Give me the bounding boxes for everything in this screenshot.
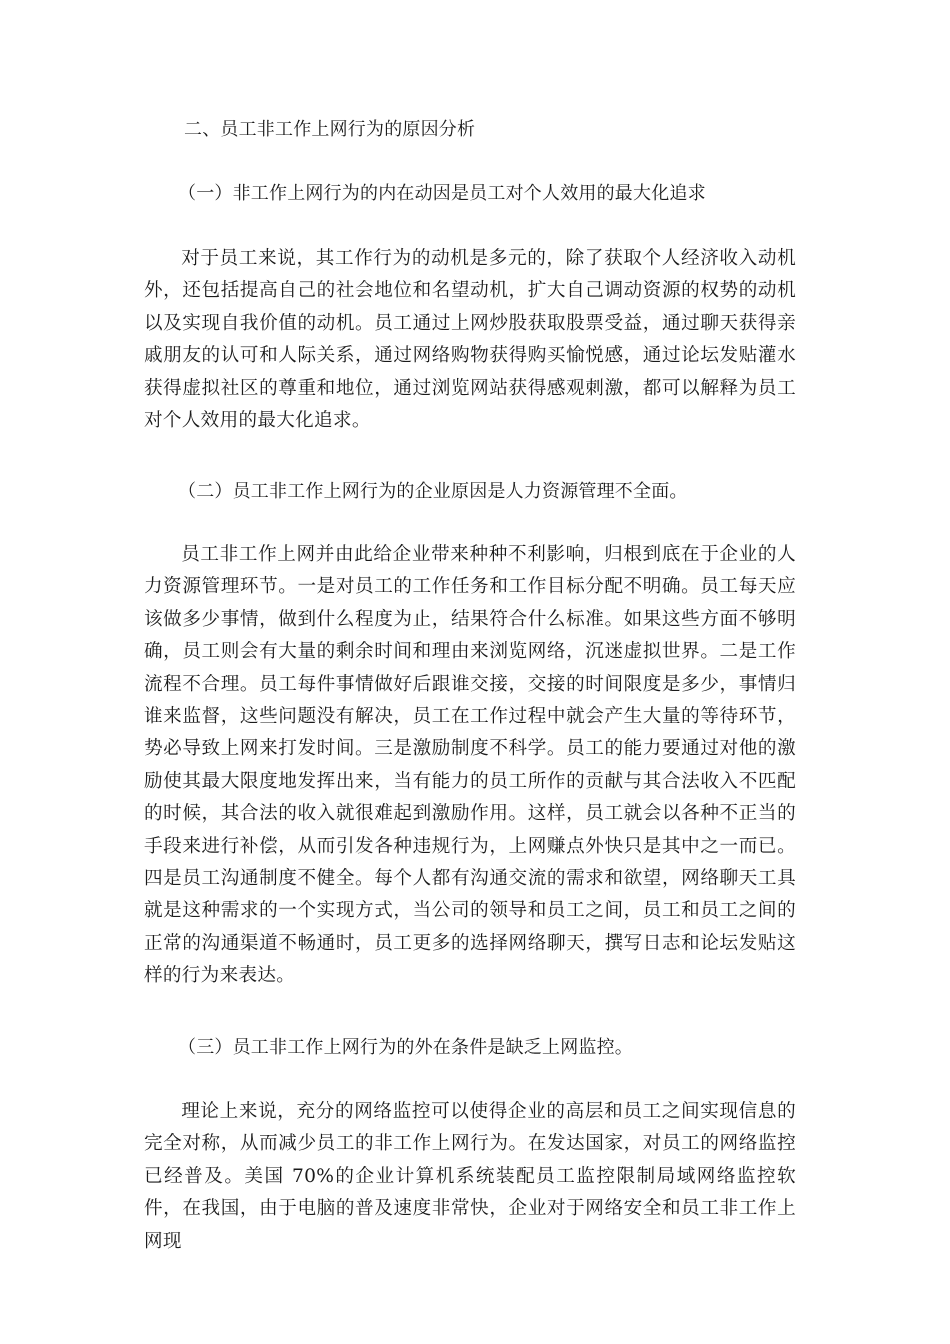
subsection-2-title: （二）员工非工作上网行为的企业原因是人力资源管理不全面。	[178, 481, 688, 502]
paragraph-2: 员工非工作上网并由此给企业带来种种不利影响，归根到底在于企业的人力资源管理环节。一是对员工的工作任务和工作目标分配不明确。员工每天应该做多少事情，做到什么程度为止，结果符合什么标准。如果这些方面不够明确，员工则会有大量的剩余时间和理由来浏览网络，沉迷虚拟世界。二是工作流程不合理。员工每件事情做好后跟谁交接，交接的时间限度是多少，事情归谁来监督，这些问题没有解决，员工在工作过程中就会产生大量的等待环节，势必导致上网来打发时间。三是激励制度不科学。员工的能力要通过对他的激励使其最大限度地发挥出来，当有能力的员工所作的贡献与其合法收入不匹配的时候，其合法的收入就很难起到激励作用。这样，员工就会以各种不正当的手段来进行补偿，从而引发各种违规行为，上网赚点外快只是其中之一而已。四是员工沟通制度不健全。每个人都有沟通交流的需求和欲望，网络聊天工具就是这种需求的一个实现方式，当公司的领导和员工之间，员工和员工之间的正常的沟通渠道不畅通时，员工更多的选择网络聊天，撰写日志和论坛发贴这样的行为来表达。	[144, 544, 796, 987]
paragraph-1: 对于员工来说，其工作行为的动机是多元的，除了获取个人经济收入动机外，还包括提高自己的社会地位和名望动机，扩大自己调动资源的权势的动机以及实现自我价值的动机。员工通过上网炒股获取股票受益，通过聊天获得亲戚朋友的认可和人际关系，通过网络购物获得购买愉悦感，通过论坛发贴灌水获得虚拟社区的尊重和地位，通过浏览网站获得感观刺激，都可以解释为员工对个人效用的最大化追求。	[144, 248, 796, 432]
subsection-3-title: （三）员工非工作上网行为的外在条件是缺乏上网监控。	[178, 1037, 633, 1058]
section-title: 二、员工非工作上网行为的原因分析	[184, 119, 476, 140]
paragraph-3: 理论上来说，充分的网络监控可以使得企业的高层和员工之间实现信息的完全对称，从而减少员工的非工作上网行为。在发达国家，对员工的网络监控已经普及。美国 70%的企业计算机系统装配员工监控限制局域网络监控软件，在我国，由于电脑的普及速度非常快，企业对于网络安全和员工非工作上网现	[144, 1101, 796, 1252]
subsection-1-title: （一）非工作上网行为的内在动因是员工对个人效用的最大化追求	[178, 183, 706, 204]
